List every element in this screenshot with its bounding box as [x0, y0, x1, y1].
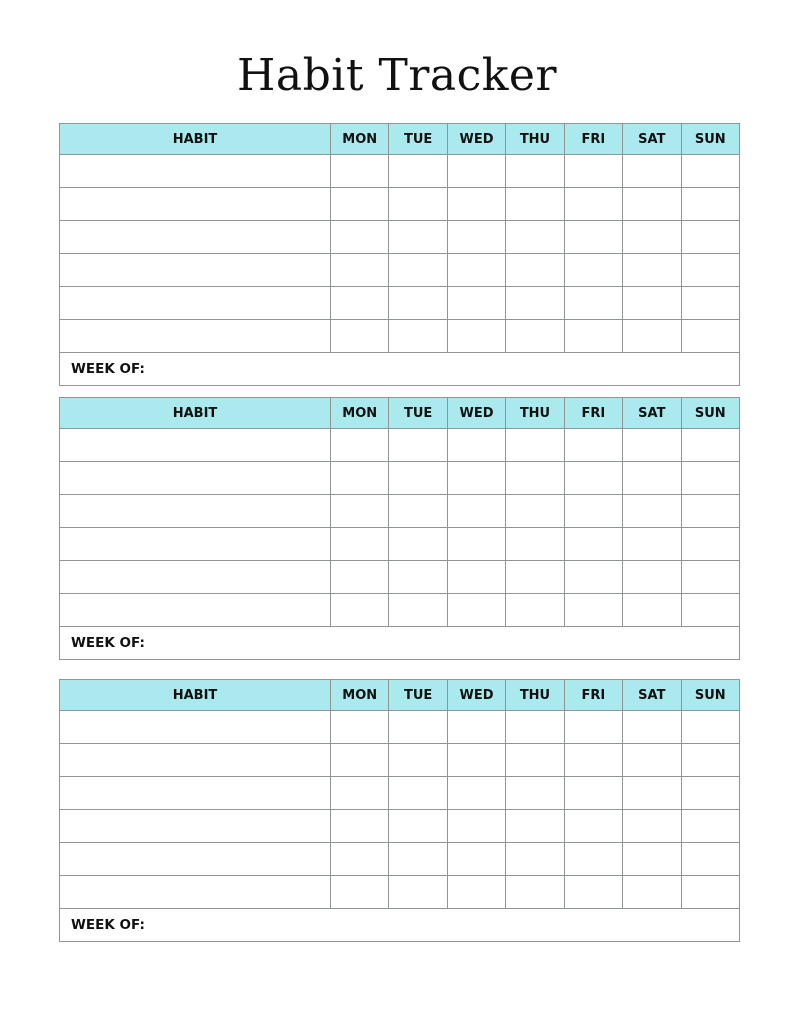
day-check-cell[interactable] [447, 744, 505, 777]
table-row [60, 462, 740, 495]
column-header-thu: THU [506, 680, 564, 711]
day-check-cell[interactable] [447, 561, 505, 594]
day-check-cell[interactable] [623, 744, 681, 777]
day-check-cell[interactable] [623, 155, 681, 188]
day-check-cell[interactable] [506, 594, 564, 627]
day-check-cell[interactable] [506, 843, 564, 876]
day-check-cell[interactable] [623, 561, 681, 594]
table-row [60, 155, 740, 188]
day-check-cell[interactable] [623, 594, 681, 627]
day-check-cell[interactable] [564, 320, 622, 353]
column-header-habit: HABIT [60, 680, 331, 711]
day-check-cell[interactable] [447, 711, 505, 744]
day-check-cell[interactable] [331, 462, 389, 495]
table-row [60, 188, 740, 221]
day-check-cell[interactable] [331, 429, 389, 462]
day-check-cell[interactable] [389, 744, 447, 777]
day-check-cell[interactable] [681, 528, 739, 561]
day-check-cell[interactable] [447, 777, 505, 810]
day-check-cell[interactable] [506, 495, 564, 528]
day-check-cell[interactable] [447, 462, 505, 495]
table-row [60, 320, 740, 353]
column-header-thu: THU [506, 124, 564, 155]
week-of-label[interactable]: WEEK OF: [60, 909, 740, 942]
column-header-fri: FRI [564, 124, 622, 155]
column-header-wed: WED [447, 398, 505, 429]
day-check-cell[interactable] [623, 777, 681, 810]
day-check-cell[interactable] [506, 462, 564, 495]
day-check-cell[interactable] [506, 287, 564, 320]
day-check-cell[interactable] [681, 462, 739, 495]
habit-cell[interactable] [60, 744, 331, 777]
column-header-thu: THU [506, 398, 564, 429]
column-header-mon: MON [331, 680, 389, 711]
day-check-cell[interactable] [623, 254, 681, 287]
column-header-wed: WED [447, 680, 505, 711]
day-check-cell[interactable] [389, 561, 447, 594]
day-check-cell[interactable] [447, 287, 505, 320]
day-check-cell[interactable] [506, 528, 564, 561]
day-check-cell[interactable] [564, 777, 622, 810]
column-header-sun: SUN [681, 398, 739, 429]
day-check-cell[interactable] [389, 810, 447, 843]
day-check-cell[interactable] [623, 528, 681, 561]
day-check-cell[interactable] [331, 561, 389, 594]
day-check-cell[interactable] [389, 287, 447, 320]
column-header-sat: SAT [623, 124, 681, 155]
habit-cell[interactable] [60, 711, 331, 744]
table-row [60, 711, 740, 744]
day-check-cell[interactable] [389, 254, 447, 287]
habit-table [59, 679, 740, 942]
day-check-cell[interactable] [331, 876, 389, 909]
table-row [60, 810, 740, 843]
day-check-cell[interactable] [331, 777, 389, 810]
table-row [60, 561, 740, 594]
day-check-cell[interactable] [506, 155, 564, 188]
day-check-cell[interactable] [447, 221, 505, 254]
table-row [60, 594, 740, 627]
day-check-cell[interactable] [681, 744, 739, 777]
page-title: Habit Tracker [237, 50, 557, 101]
day-check-cell[interactable] [331, 843, 389, 876]
day-check-cell[interactable] [447, 188, 505, 221]
week-of-label[interactable]: WEEK OF: [60, 627, 740, 660]
day-check-cell[interactable] [623, 495, 681, 528]
day-check-cell[interactable] [331, 287, 389, 320]
header-row [60, 398, 740, 429]
day-check-cell[interactable] [623, 810, 681, 843]
day-check-cell[interactable] [447, 843, 505, 876]
day-check-cell[interactable] [564, 429, 622, 462]
day-check-cell[interactable] [564, 254, 622, 287]
week-row [60, 909, 740, 942]
day-check-cell[interactable] [681, 254, 739, 287]
day-check-cell[interactable] [564, 495, 622, 528]
habit-cell[interactable] [60, 254, 331, 287]
day-check-cell[interactable] [447, 876, 505, 909]
day-check-cell[interactable] [681, 155, 739, 188]
day-check-cell[interactable] [564, 810, 622, 843]
day-check-cell[interactable] [623, 287, 681, 320]
day-check-cell[interactable] [447, 594, 505, 627]
day-check-cell[interactable] [681, 188, 739, 221]
day-check-cell[interactable] [389, 594, 447, 627]
day-check-cell[interactable] [623, 462, 681, 495]
habit-cell[interactable] [60, 810, 331, 843]
day-check-cell[interactable] [447, 155, 505, 188]
habit-cell[interactable] [60, 561, 331, 594]
day-check-cell[interactable] [681, 843, 739, 876]
day-check-cell[interactable] [506, 561, 564, 594]
habit-cell[interactable] [60, 155, 331, 188]
habit-cell[interactable] [60, 287, 331, 320]
column-header-tue: TUE [389, 398, 447, 429]
day-check-cell[interactable] [389, 320, 447, 353]
column-header-mon: MON [331, 398, 389, 429]
habit-cell[interactable] [60, 429, 331, 462]
day-check-cell[interactable] [564, 188, 622, 221]
day-check-cell[interactable] [389, 711, 447, 744]
day-check-cell[interactable] [447, 429, 505, 462]
day-check-cell[interactable] [623, 221, 681, 254]
day-check-cell[interactable] [564, 876, 622, 909]
day-check-cell[interactable] [681, 221, 739, 254]
day-check-cell[interactable] [331, 254, 389, 287]
column-header-sat: SAT [623, 398, 681, 429]
column-header-fri: FRI [564, 398, 622, 429]
week-of-label[interactable]: WEEK OF: [60, 353, 740, 386]
habit-cell[interactable] [60, 777, 331, 810]
day-check-cell[interactable] [506, 711, 564, 744]
column-header-sun: SUN [681, 680, 739, 711]
table-row [60, 843, 740, 876]
day-check-cell[interactable] [389, 495, 447, 528]
day-check-cell[interactable] [564, 155, 622, 188]
table-row [60, 528, 740, 561]
day-check-cell[interactable] [623, 876, 681, 909]
habit-table [59, 123, 740, 386]
table-row [60, 876, 740, 909]
day-check-cell[interactable] [623, 843, 681, 876]
habit-cell[interactable] [60, 528, 331, 561]
table-row [60, 429, 740, 462]
day-check-cell[interactable] [506, 429, 564, 462]
day-check-cell[interactable] [331, 320, 389, 353]
day-check-cell[interactable] [564, 221, 622, 254]
day-check-cell[interactable] [331, 744, 389, 777]
habit-cell[interactable] [60, 876, 331, 909]
habit-cell[interactable] [60, 495, 331, 528]
habit-cell[interactable] [60, 221, 331, 254]
day-check-cell[interactable] [681, 711, 739, 744]
day-check-cell[interactable] [564, 528, 622, 561]
day-check-cell[interactable] [681, 810, 739, 843]
day-check-cell[interactable] [564, 744, 622, 777]
day-check-cell[interactable] [623, 320, 681, 353]
day-check-cell[interactable] [389, 429, 447, 462]
column-header-habit: HABIT [60, 124, 331, 155]
day-check-cell[interactable] [389, 843, 447, 876]
day-check-cell[interactable] [331, 528, 389, 561]
day-check-cell[interactable] [681, 320, 739, 353]
day-check-cell[interactable] [623, 429, 681, 462]
day-check-cell[interactable] [447, 810, 505, 843]
day-check-cell[interactable] [389, 188, 447, 221]
habit-cell[interactable] [60, 462, 331, 495]
habit-cell[interactable] [60, 320, 331, 353]
day-check-cell[interactable] [389, 777, 447, 810]
column-header-tue: TUE [389, 680, 447, 711]
day-check-cell[interactable] [447, 254, 505, 287]
habit-cell[interactable] [60, 594, 331, 627]
day-check-cell[interactable] [681, 561, 739, 594]
day-check-cell[interactable] [506, 221, 564, 254]
day-check-cell[interactable] [331, 711, 389, 744]
day-check-cell[interactable] [564, 462, 622, 495]
day-check-cell[interactable] [389, 155, 447, 188]
week-row [60, 627, 740, 660]
day-check-cell[interactable] [681, 876, 739, 909]
day-check-cell[interactable] [623, 711, 681, 744]
day-check-cell[interactable] [564, 843, 622, 876]
day-check-cell[interactable] [681, 495, 739, 528]
column-header-tue: TUE [389, 124, 447, 155]
day-check-cell[interactable] [447, 528, 505, 561]
header-row [60, 680, 740, 711]
day-check-cell[interactable] [506, 188, 564, 221]
day-check-cell[interactable] [389, 221, 447, 254]
day-check-cell[interactable] [506, 744, 564, 777]
day-check-cell[interactable] [506, 320, 564, 353]
habit-table [59, 397, 740, 660]
header-row [60, 124, 740, 155]
column-header-habit: HABIT [60, 398, 331, 429]
table-row [60, 744, 740, 777]
day-check-cell[interactable] [389, 462, 447, 495]
table-row [60, 287, 740, 320]
day-check-cell[interactable] [564, 594, 622, 627]
day-check-cell[interactable] [331, 188, 389, 221]
day-check-cell[interactable] [447, 320, 505, 353]
day-check-cell[interactable] [331, 495, 389, 528]
table-row [60, 221, 740, 254]
day-check-cell[interactable] [564, 711, 622, 744]
table-row [60, 254, 740, 287]
column-header-mon: MON [331, 124, 389, 155]
table-row [60, 777, 740, 810]
day-check-cell[interactable] [331, 155, 389, 188]
day-check-cell[interactable] [681, 777, 739, 810]
day-check-cell[interactable] [389, 528, 447, 561]
column-header-sat: SAT [623, 680, 681, 711]
day-check-cell[interactable] [506, 777, 564, 810]
day-check-cell[interactable] [681, 594, 739, 627]
day-check-cell[interactable] [506, 254, 564, 287]
day-check-cell[interactable] [447, 495, 505, 528]
day-check-cell[interactable] [681, 287, 739, 320]
day-check-cell[interactable] [331, 594, 389, 627]
day-check-cell[interactable] [506, 810, 564, 843]
day-check-cell[interactable] [564, 287, 622, 320]
column-header-fri: FRI [564, 680, 622, 711]
day-check-cell[interactable] [623, 188, 681, 221]
day-check-cell[interactable] [564, 561, 622, 594]
day-check-cell[interactable] [331, 221, 389, 254]
habit-cell[interactable] [60, 188, 331, 221]
habit-cell[interactable] [60, 843, 331, 876]
week-row [60, 353, 740, 386]
day-check-cell[interactable] [331, 810, 389, 843]
day-check-cell[interactable] [506, 876, 564, 909]
column-header-sun: SUN [681, 124, 739, 155]
column-header-wed: WED [447, 124, 505, 155]
day-check-cell[interactable] [389, 876, 447, 909]
table-row [60, 495, 740, 528]
day-check-cell[interactable] [681, 429, 739, 462]
